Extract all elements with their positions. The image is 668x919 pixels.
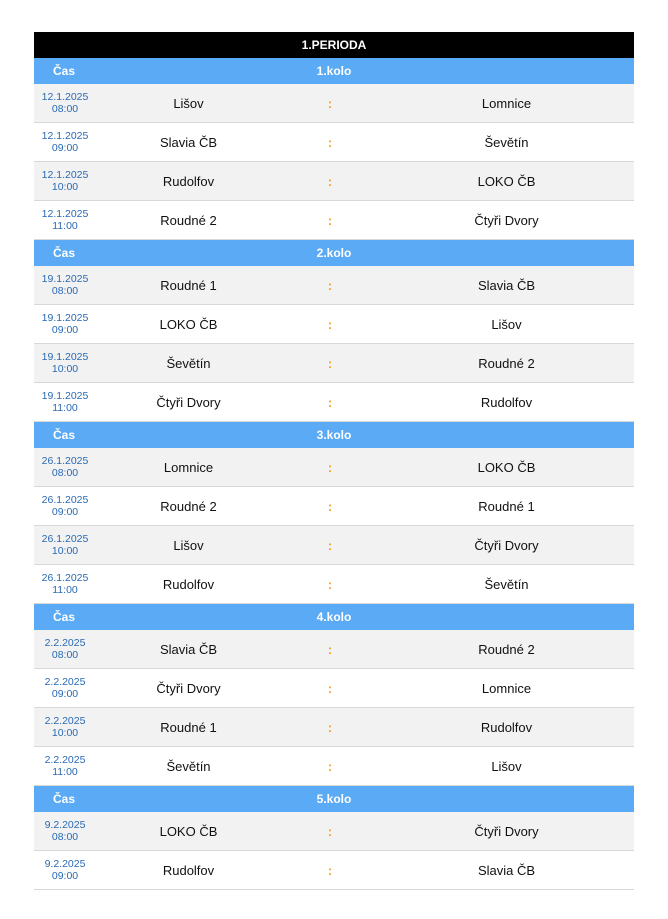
away-team: Čtyři Dvory (474, 823, 539, 839)
match-datetime (34, 494, 96, 518)
match-datetime (34, 715, 96, 739)
match-time: 09:00 (51, 324, 79, 336)
match-datetime (34, 273, 96, 297)
away-team: Roudné 1 (478, 498, 535, 514)
match-row (34, 747, 634, 786)
match-date: 12.1.2025 (41, 91, 89, 103)
match-datetime (34, 858, 96, 882)
away-team: Rudolfov (480, 719, 533, 735)
match-date: 26.1.2025 (41, 455, 89, 467)
match-datetime (34, 208, 96, 232)
match-row (34, 383, 634, 422)
match-row (34, 565, 634, 604)
home-team: Lišov (173, 537, 204, 553)
period-title: 1.PERIODA (34, 32, 634, 58)
away-team: Ševětín (484, 576, 529, 592)
match-time: 11:00 (52, 402, 78, 414)
match-date: 26.1.2025 (41, 494, 89, 506)
score-separator: : (327, 459, 333, 475)
score-separator: : (327, 394, 333, 410)
away-team: Slavia ČB (477, 277, 536, 293)
score-separator: : (327, 95, 333, 111)
away-team: Lišov (491, 316, 522, 332)
time-column-header: Čas (52, 428, 75, 442)
home-team: Roudné 2 (160, 498, 217, 514)
match-datetime (34, 819, 96, 843)
match-datetime (34, 455, 96, 479)
away-team: Lomnice (481, 680, 532, 696)
score-separator: : (327, 537, 333, 553)
match-date: 26.1.2025 (41, 533, 89, 545)
round-header (34, 58, 634, 84)
time-column-header: Čas (52, 64, 75, 78)
match-date: 2.2.2025 (44, 754, 86, 766)
match-date: 9.2.2025 (44, 858, 86, 870)
time-column-header: Čas (52, 610, 75, 624)
round-label: 1.kolo (316, 64, 352, 78)
away-team: Slavia ČB (477, 862, 536, 878)
match-time: 08:00 (51, 649, 79, 661)
home-team: Roudné 2 (160, 212, 217, 228)
match-date: 19.1.2025 (41, 273, 89, 285)
match-time: 08:00 (51, 467, 79, 479)
home-team: Slavia ČB (159, 134, 218, 150)
away-team: Čtyři Dvory (474, 537, 539, 553)
match-time: 08:00 (51, 103, 79, 115)
away-team: Roudné 2 (478, 641, 535, 657)
score-separator: : (327, 277, 333, 293)
match-row (34, 487, 634, 526)
match-row (34, 669, 634, 708)
match-date: 26.1.2025 (41, 572, 89, 584)
match-date: 19.1.2025 (41, 351, 89, 363)
match-row (34, 851, 634, 890)
match-row (34, 84, 634, 123)
home-team: Rudolfov (162, 576, 215, 592)
match-datetime (34, 351, 96, 375)
score-separator: : (327, 641, 333, 657)
score-separator: : (327, 758, 333, 774)
score-separator: : (327, 862, 333, 878)
match-time: 08:00 (51, 831, 79, 843)
match-datetime (34, 130, 96, 154)
time-column-header: Čas (52, 246, 75, 260)
match-datetime (34, 754, 96, 778)
score-separator: : (327, 823, 333, 839)
score-separator: : (327, 355, 333, 371)
match-date: 2.2.2025 (44, 676, 86, 688)
home-team: Čtyři Dvory (156, 394, 221, 410)
away-team: Lišov (491, 758, 522, 774)
score-separator: : (327, 498, 333, 514)
score-separator: : (327, 719, 333, 735)
match-time: 09:00 (51, 688, 79, 700)
match-row (34, 526, 634, 565)
match-time: 10:00 (51, 181, 79, 193)
match-datetime (34, 572, 96, 596)
match-row (34, 448, 634, 487)
match-time: 08:00 (51, 285, 79, 297)
match-row (34, 812, 634, 851)
match-date: 19.1.2025 (41, 312, 89, 324)
match-time: 10:00 (51, 363, 79, 375)
time-column-header: Čas (52, 792, 75, 806)
schedule-table (34, 32, 634, 890)
match-datetime (34, 91, 96, 115)
match-date: 12.1.2025 (41, 169, 89, 181)
round-label: 2.kolo (316, 246, 352, 260)
away-team: Čtyři Dvory (474, 212, 539, 228)
home-team: Rudolfov (162, 173, 215, 189)
away-team: LOKO ČB (477, 459, 536, 475)
match-time: 09:00 (51, 506, 79, 518)
match-time: 10:00 (51, 727, 79, 739)
score-separator: : (327, 173, 333, 189)
home-team: Čtyři Dvory (156, 680, 221, 696)
away-team: Lomnice (481, 95, 532, 111)
match-row (34, 344, 634, 383)
match-date: 12.1.2025 (41, 208, 89, 220)
round-header (34, 240, 634, 266)
score-separator: : (327, 316, 333, 332)
score-separator: : (327, 134, 333, 150)
match-datetime (34, 637, 96, 661)
match-time: 11:00 (52, 220, 78, 232)
home-team: Roudné 1 (160, 277, 217, 293)
home-team: Ševětín (166, 758, 211, 774)
match-datetime (34, 533, 96, 557)
score-separator: : (327, 680, 333, 696)
match-datetime (34, 169, 96, 193)
match-date: 2.2.2025 (44, 715, 86, 727)
round-label: 3.kolo (316, 428, 352, 442)
match-time: 09:00 (51, 142, 79, 154)
match-datetime (34, 390, 96, 414)
home-team: LOKO ČB (159, 316, 218, 332)
match-row (34, 162, 634, 201)
match-row (34, 266, 634, 305)
match-date: 2.2.2025 (44, 637, 86, 649)
match-row (34, 708, 634, 747)
home-team: Lišov (173, 95, 204, 111)
match-time: 11:00 (52, 584, 78, 596)
away-team: Rudolfov (480, 394, 533, 410)
round-label: 5.kolo (316, 792, 352, 806)
score-separator: : (327, 212, 333, 228)
rounds-container (34, 58, 634, 890)
away-team: LOKO ČB (477, 173, 536, 189)
round-header (34, 604, 634, 630)
round-label: 4.kolo (316, 610, 352, 624)
match-time: 11:00 (52, 766, 78, 778)
match-date: 9.2.2025 (44, 819, 86, 831)
away-team: Ševětín (484, 134, 529, 150)
home-team: Lomnice (163, 459, 214, 475)
home-team: Slavia ČB (159, 641, 218, 657)
match-row (34, 123, 634, 162)
score-separator: : (327, 576, 333, 592)
match-time: 09:00 (51, 870, 79, 882)
match-row (34, 630, 634, 669)
match-time: 10:00 (51, 545, 79, 557)
match-datetime (34, 312, 96, 336)
round-header (34, 786, 634, 812)
away-team: Roudné 2 (478, 355, 535, 371)
home-team: Ševětín (166, 355, 211, 371)
match-date: 12.1.2025 (41, 130, 89, 142)
match-row (34, 201, 634, 240)
match-row (34, 305, 634, 344)
home-team: LOKO ČB (159, 823, 218, 839)
round-header (34, 422, 634, 448)
match-date: 19.1.2025 (41, 390, 89, 402)
home-team: Rudolfov (162, 862, 215, 878)
match-datetime (34, 676, 96, 700)
home-team: Roudné 1 (160, 719, 217, 735)
